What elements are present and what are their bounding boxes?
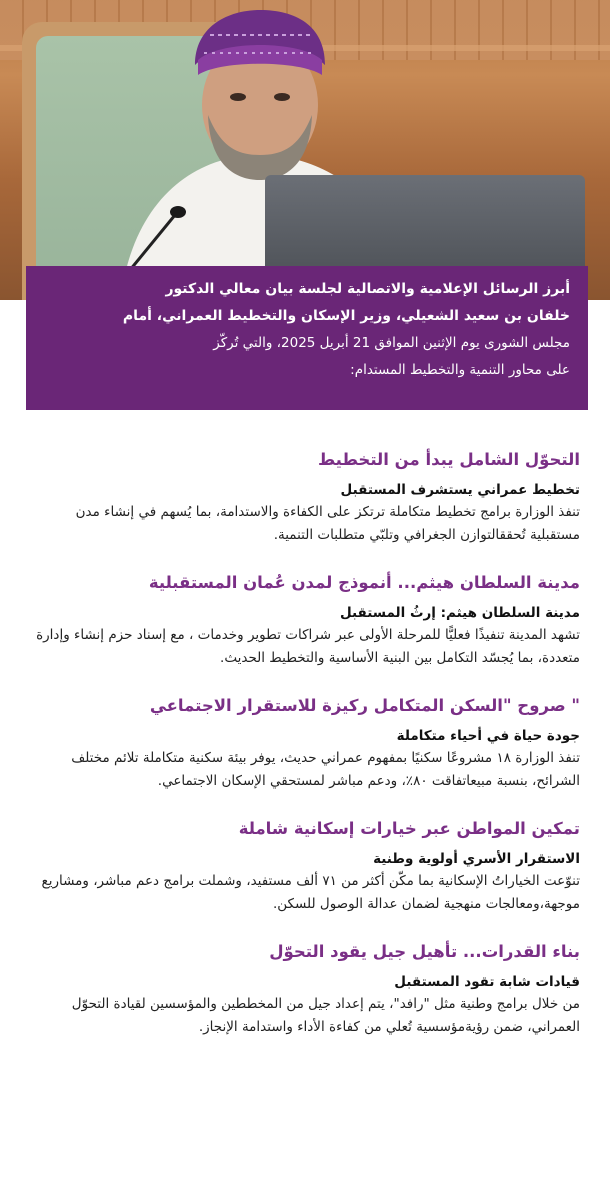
section-subtitle: الاستقرار الأسري أولوية وطنية <box>373 851 580 867</box>
section-capacity-building <box>32 940 580 1039</box>
intro-box <box>26 266 588 410</box>
section-sultan-haitham-city <box>32 571 580 670</box>
section-subtitle: قيادات شابة تقود المستقبل <box>394 974 580 990</box>
intro-line-1: أبرز الرسائل الإعلامية والاتصالية لجلسة بيان معالي الدكتور <box>165 281 570 297</box>
hero-photo <box>0 0 610 300</box>
intro-line-3: مجلس الشورى يوم الإثنين الموافق 21 أبريل 2025، والتي تُركّز <box>213 335 570 351</box>
section-title: تمكين المواطن عبر خيارات إسكانية شاملة <box>238 819 580 838</box>
section-housing-options <box>32 817 580 916</box>
section-planning <box>32 448 580 547</box>
laptop <box>265 175 585 275</box>
section-body: تنفذ الوزارة برامج تخطيط متكاملة ترتكز على الكفاءة والاستدامة، بما يُسهم في إنشاء مدن مستقبلية تُحققالتوازن الجغرافي وتلبّي متطلبات التنمية. <box>75 504 580 543</box>
section-title: التحوّل الشامل يبدأ من التخطيط <box>317 450 580 469</box>
intro-line-2: خلفان بن سعيد الشعيلي، وزير الإسكان والتخطيط العمراني، أمام <box>122 308 570 324</box>
section-body: تنفذ الوزارة ١٨ مشروعًا سكنيًا بمفهوم عمراني حديث، يوفر بيئة سكنية متكاملة تلائم مختلف الشرائح، بنسبة مبيعاتفاقت ٨٠٪، ودعم مباشر لمستحقي الإسكان الاجتماعي. <box>71 750 580 789</box>
section-title: مدينة السلطان هيثم... أنموذج لمدن عُمان المستقبلية <box>148 573 580 592</box>
section-title: " صروح "السكن المتكامل ركيزة للاستقرار الاجتماعي <box>149 696 580 715</box>
section-body: تنوّعت الخياراتُ الإسكانية بما مكّن أكثر من ٧١ ألف مستفيد، وشملت برامج دعم مباشر، ومشاريع موجهة،ومعالجات منهجية لضمان عدالة الوصول للسكن. <box>41 873 580 912</box>
section-subtitle: جودة حياة في أحياء متكاملة <box>396 728 580 744</box>
section-title: بناء القدرات... تأهيل جيل يقود التحوّل <box>269 942 580 961</box>
microphone-icon <box>120 200 190 270</box>
section-body: من خلال برامج وطنية مثل "رافد"، يتم إعداد جيل من المخططين والمؤسسين لقيادة التحوّل العمراني، ضمن رؤيةمؤسسية تُعلي من كفاءة الأداء واستدامة الإنجاز. <box>71 996 580 1035</box>
content-sections <box>32 448 580 1063</box>
section-subtitle: مدينة السلطان هيثم: إرثُ المستقبل <box>339 605 580 621</box>
section-body: تشهد المدينة تنفيذًا فعليًّا للمرحلة الأولى عبر شراكات تطوير وخدمات ، مع إسناد حزم إنشاء وإدارة متعددة، بما يُجسّد التكامل بين البنية الأساسية والتخطيط الحديث. <box>36 627 580 666</box>
section-integrated-housing <box>32 694 580 793</box>
section-subtitle: تخطيط عمراني يستشرف المستقبل <box>340 482 580 498</box>
intro-line-4: على محاور التنمية والتخطيط المستدام: <box>350 362 570 378</box>
